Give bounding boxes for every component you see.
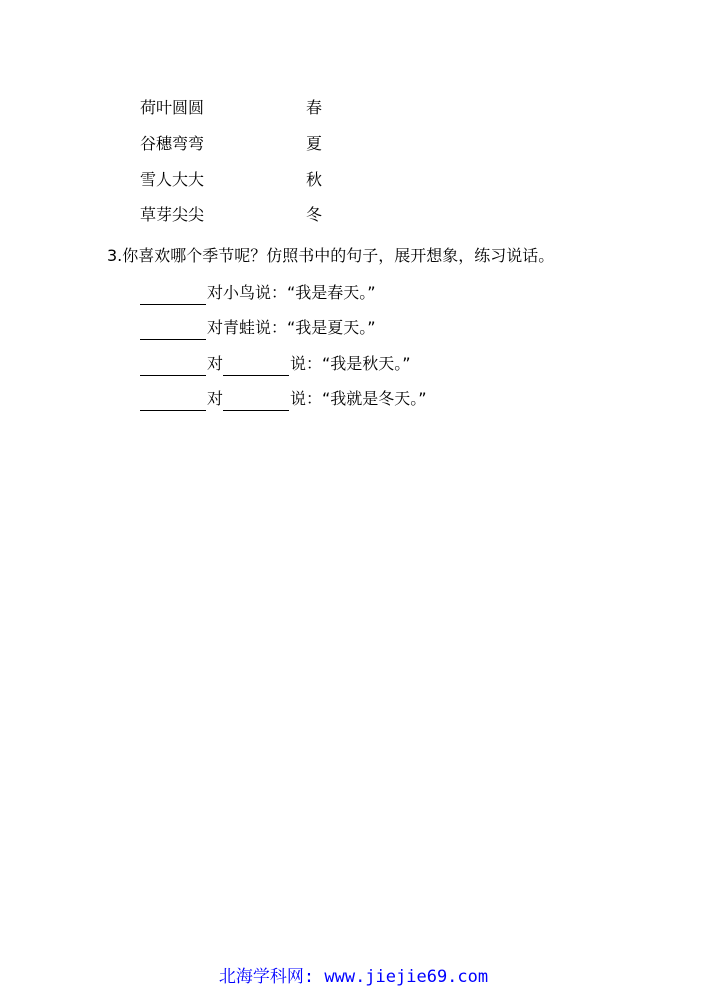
season-item: 冬 bbox=[306, 205, 323, 224]
speech-text: 对 bbox=[207, 354, 224, 373]
speech-line bbox=[140, 352, 411, 376]
speech-line bbox=[140, 316, 376, 340]
speech-line bbox=[140, 281, 376, 305]
phrase-item: 草芽尖尖 bbox=[140, 205, 205, 224]
speech-text: 对 bbox=[207, 389, 224, 408]
phrase-item: 荷叶圆圆 bbox=[140, 98, 205, 117]
speech-text: 说：“我是秋天。” bbox=[290, 354, 411, 373]
speech-line bbox=[140, 387, 427, 411]
fill-blank[interactable] bbox=[140, 357, 206, 376]
phrase-item: 雪人大大 bbox=[140, 170, 205, 189]
speech-text: 对青蛙说：“我是夏天。” bbox=[207, 318, 376, 337]
phrase-item: 谷穗弯弯 bbox=[140, 134, 205, 153]
footer bbox=[0, 965, 707, 989]
speech-text: 说：“我就是冬天。” bbox=[290, 389, 427, 408]
season-item: 春 bbox=[306, 98, 323, 117]
fill-blank[interactable] bbox=[140, 286, 206, 305]
season-item: 夏 bbox=[306, 134, 323, 153]
footer-separator: : bbox=[303, 967, 315, 987]
speech-text: 对小鸟说：“我是春天。” bbox=[207, 283, 376, 302]
fill-blank[interactable] bbox=[223, 357, 289, 376]
question-3: 3.你喜欢哪个季节呢？仿照书中的句子，展开想象，练习说话。 bbox=[107, 246, 555, 265]
footer-link[interactable]: www.jiejie69.com bbox=[324, 967, 489, 987]
footer-site-name: 北海学科网 bbox=[218, 967, 304, 987]
fill-blank[interactable] bbox=[223, 392, 289, 411]
fill-blank[interactable] bbox=[140, 321, 206, 340]
fill-blank[interactable] bbox=[140, 392, 206, 411]
season-item: 秋 bbox=[306, 170, 323, 189]
